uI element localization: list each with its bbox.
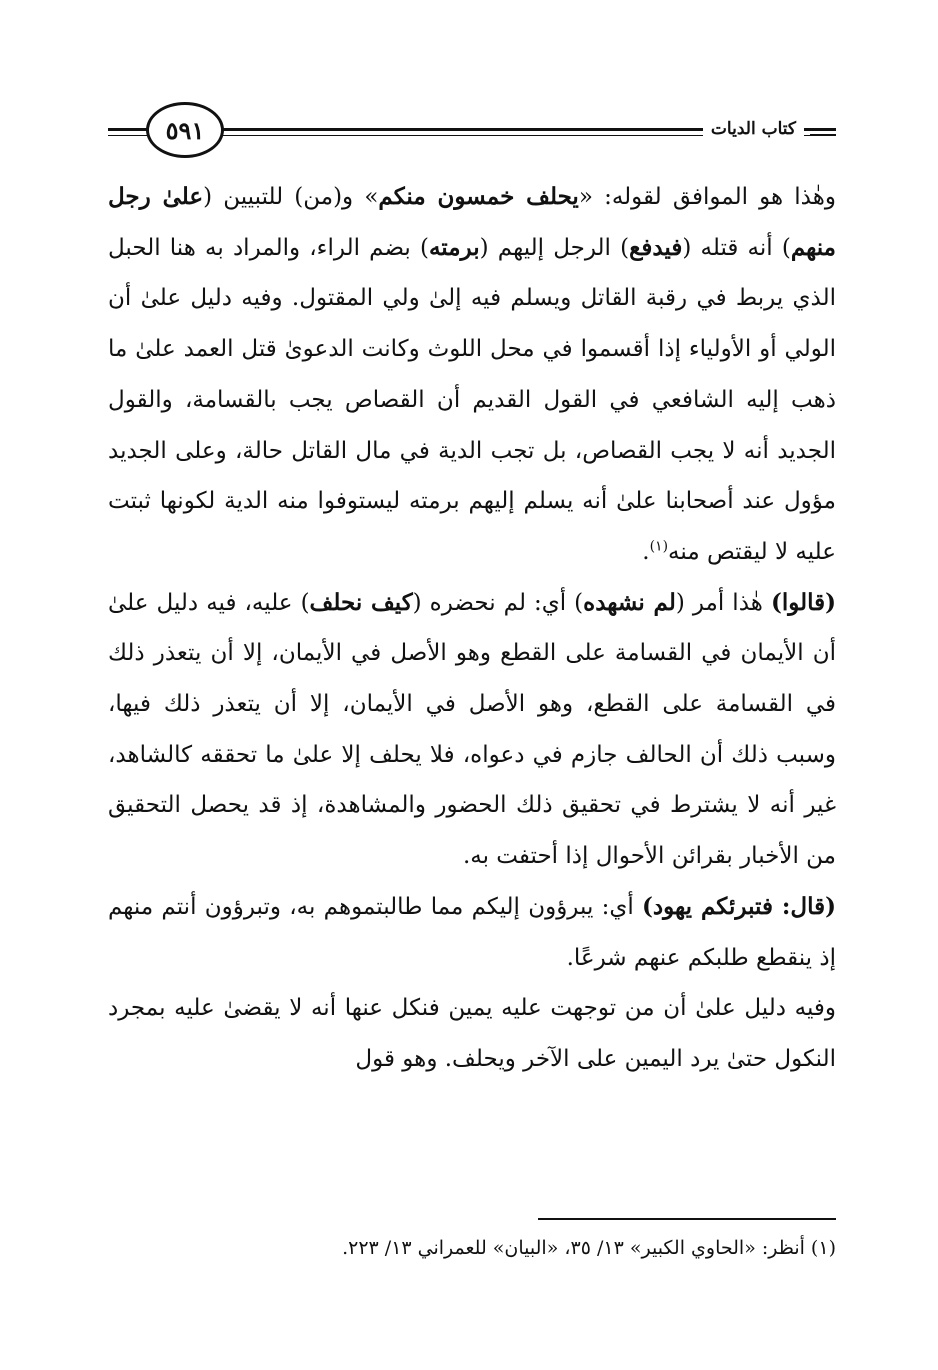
page-number: ٥٩١	[165, 115, 205, 145]
paragraph	[108, 578, 836, 882]
bold-phrase: (قالوا)	[770, 588, 836, 616]
text-run: ) أي: لم نحضره (	[412, 589, 584, 616]
footnote-separator	[538, 1218, 836, 1220]
bold-phrase: فيدفع	[629, 233, 683, 261]
text-run: ) بضم الراء، والمراد به هنا الحبل الذي يربط في رقبة القاتل ويسلم فيه إلىٰ ولي المقتول. وفيه دليل علىٰ أن الولي أو الأولياء إذا أقسموا في محل اللوث وكانت الدعوىٰ قتل العمد علىٰ ما ذهب إليه الشافعي في القول القديم أن القصاص يجب بالقسامة، والقول الجديد أنه لا يجب القصاص، بل تجب الدية في مال القاتل حالة، وعلى الجديد مؤول عند أصحابنا علىٰ أنه يسلم إليهم برمته ليستوفوا منه الدية لكونها ثبتت عليه لا ليقتص منه	[108, 234, 836, 565]
text-run: ) الرجل إليهم (	[479, 234, 630, 261]
text-run: ) أنه قتله (	[682, 234, 791, 261]
text-run: أي: يبرؤون إليكم مما طالبتموهم به، وتبرؤون أنتم منهم إذ ينقطع طلبكم عنهم شرعًا.	[108, 893, 836, 971]
bold-phrase: برمته	[428, 233, 480, 261]
text-run: .	[642, 538, 650, 565]
running-header	[108, 102, 836, 166]
paragraph	[108, 983, 836, 1084]
bold-phrase: لم نشهده	[583, 588, 676, 616]
page-number-badge	[146, 102, 224, 158]
footnote-marker: (١)	[649, 538, 669, 555]
bold-phrase: كيف نحلف	[309, 588, 413, 616]
text-run: » و(من) للتبيين (	[203, 184, 379, 210]
text-run: وفيه دليل علىٰ أن من توجهت عليه يمين فنكل عنها أنه لا يقضىٰ عليه بمجرد النكول حتىٰ يرد اليمين على الآخر ويحلف. وهو قول	[108, 995, 836, 1072]
header-ornament-dash	[810, 128, 836, 135]
text-run: ) عليه، فيه دليل علىٰ أن الأيمان في القسامة على القطع وهو الأصل في الأيمان، إلا أن يتعذر ذلك في القسامة على القطع، وهو الأصل في الأيمان، إلا أن يتعذر ذلك فيها، وسبب ذلك أن الحالف جازم في دعواه، فلا يحلف إلا علىٰ ما تحققه كالشاهد، غير أنه لا يشترط في تحقيق ذلك الحضور والمشاهدة، إذ قد يحصل التحقيق من الأخبار بقرائن الأحوال إذا أحتفت به.	[108, 589, 836, 870]
bold-phrase: (قال: فتبرئكم يهود)	[642, 892, 836, 920]
paragraph	[108, 882, 836, 983]
bold-phrase: يحلف خمسون منكم	[378, 183, 579, 210]
text-run: وهٰذا هو الموافق لقوله: «	[578, 184, 836, 210]
paragraph	[108, 172, 836, 578]
chapter-title: كتاب الديات	[703, 117, 804, 141]
footnote: (١) أنظر: «الحاوي الكبير» ١٣/ ٣٥، «البيان» للعمراني ١٣/ ٢٢٣.	[342, 1237, 836, 1259]
text-run: هٰذا أمر (	[675, 589, 771, 616]
main-text	[108, 172, 836, 1085]
bold-phrase: علىٰ رجل منهم	[108, 183, 836, 261]
